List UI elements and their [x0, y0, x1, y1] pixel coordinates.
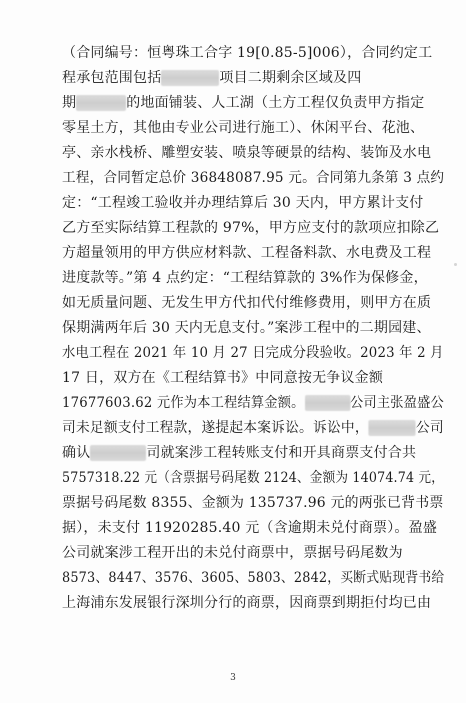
- text-line-1: [62, 42, 432, 64]
- text-segment: 司就案涉工程转账支付和开具商票支付合共: [146, 445, 417, 461]
- text-line-19: [62, 492, 444, 514]
- text-segment: 17677603.62 元作为本工程结算金额。: [62, 395, 305, 411]
- text-segment: 保期满两年后 30 天内无息支付。”案涉工程中的二期园建、: [62, 320, 431, 336]
- text-line-20: [62, 517, 437, 539]
- text-line-3: [62, 92, 424, 114]
- text-segment: 如无质量问题、无发生甲方代扣代付维修费用，则甲方在质: [62, 295, 432, 311]
- text-segment: 据），未支付 11920285.40 元（含逾期未兑付商票）。盈盛: [62, 520, 438, 536]
- redaction-mark: [305, 395, 350, 411]
- text-segment: 定：“工程竣工验收并办理结算后 30 天内，甲方累计支付: [62, 195, 424, 211]
- text-line-12: [62, 317, 431, 339]
- text-segment: 上海浦东发展银行深圳分行的商票，因商票到期拒付均已由: [62, 595, 432, 611]
- text-line-16: [62, 417, 444, 439]
- text-segment: 确认: [62, 445, 91, 461]
- text-segment: 公司就案涉工程开出的未兑付商票中，票据号码尾数为: [62, 545, 403, 561]
- text-line-10: [62, 267, 428, 289]
- text-segment: 8573、8447、3576、3605、5803、2842，买断式贴现背书给: [62, 570, 445, 586]
- text-segment: 5757318.22 元（含票据号码尾数 2124、金额为 14074.74 元，: [62, 470, 445, 486]
- text-segment: 项目二期剩余区域及四: [219, 70, 362, 86]
- page-number: 3: [230, 673, 236, 683]
- text-line-11: [62, 292, 431, 314]
- text-segment: 方超量领用的甲方供应材料款、工程备料款、水电费及工程: [62, 245, 432, 261]
- text-line-17: [62, 442, 416, 464]
- text-line-14: [62, 367, 383, 389]
- redaction-mark: [90, 445, 146, 461]
- text-segment: 进度款等。”第 4 点约定：“工程结算款的 3%作为保修金，: [62, 270, 428, 286]
- text-segment: 公司: [415, 420, 444, 436]
- text-segment: 水电工程在 2021 年 10 月 27 日完成分段验收。2023 年 2 月: [62, 345, 444, 361]
- scan-speck: [454, 263, 457, 266]
- text-segment: 工程，合同暂定总价 36848087.95 元。合同第九条第 3 点约: [62, 170, 445, 186]
- text-line-2: [62, 67, 361, 89]
- text-segment: 的地面铺装、人工湖（土方工程仅负责甲方指定: [126, 95, 425, 111]
- redaction-mark: [76, 95, 126, 111]
- text-line-18: [62, 467, 444, 489]
- text-segment: 零星土方，其他由专业公司进行施工）、休闲平台、花池、: [62, 120, 425, 136]
- text-segment: 程承包范围包括: [62, 70, 162, 86]
- text-line-21: [62, 542, 403, 564]
- text-segment: 乙方至实际结算工程款的 97%，甲方应支付的款项应扣除乙: [62, 220, 440, 236]
- text-segment: 17 日，双方在《工程结算书》中同意按无争议金额: [62, 370, 384, 386]
- text-line-13: [62, 342, 444, 364]
- text-line-15: [62, 392, 444, 414]
- text-segment: 期: [62, 95, 77, 111]
- text-segment: 司未足额支付工程款，遂提起本案诉讼。诉讼中，: [62, 420, 369, 436]
- text-segment: 公司主张盈盛公: [349, 395, 444, 411]
- redaction-mark: [161, 70, 219, 86]
- text-line-6: [62, 167, 444, 189]
- text-line-4: [62, 117, 424, 139]
- text-line-8: [62, 217, 439, 239]
- text-line-7: [62, 192, 423, 214]
- redaction-mark: [369, 420, 416, 436]
- text-segment: 亭、亲水栈桥、雕塑安装、喷泉等硬景的结构、装饰及水电: [62, 145, 432, 161]
- text-segment: （合同编号：恒粤珠工合字 19[0.85-5]006），合同约定工: [62, 45, 433, 61]
- text-line-22: [62, 567, 444, 589]
- text-line-23: [62, 592, 431, 614]
- text-segment: 票据号码尾数 8355、金额为 135737.96 元的两张已背书票: [62, 495, 444, 511]
- text-line-9: [62, 242, 431, 264]
- text-line-5: [62, 142, 431, 164]
